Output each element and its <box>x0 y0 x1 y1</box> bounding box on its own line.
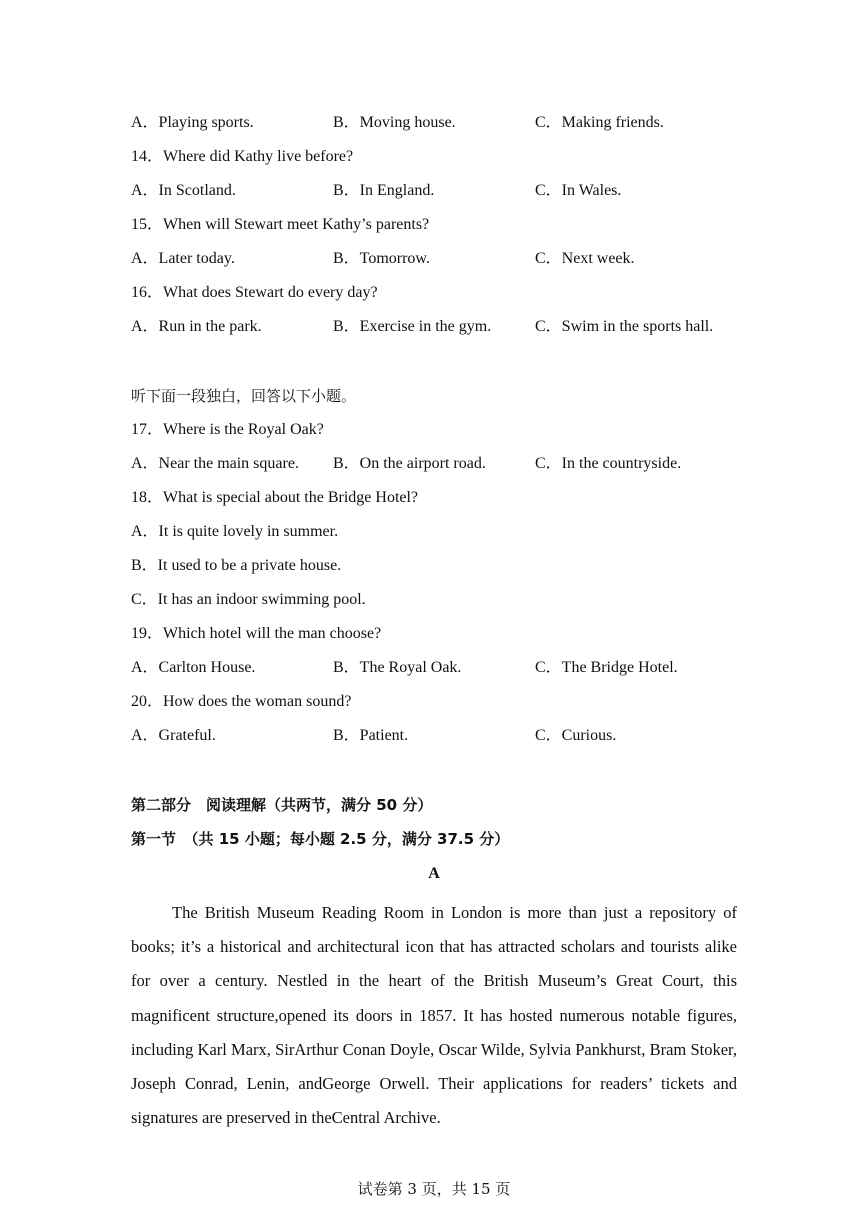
q14-option-c: C．In Wales. <box>535 182 622 199</box>
q20-option-b: B．Patient. <box>333 727 409 744</box>
q14-stem: 14．Where did Kathy live before? <box>131 148 354 165</box>
q20-option-c: C．Curious. <box>535 727 617 744</box>
q20-option-a: A．Grateful. <box>131 727 216 744</box>
q14-option-b: B．In England. <box>333 182 435 199</box>
q18-option-b: B．It used to be a private house. <box>131 557 342 574</box>
q17-stem: 17．Where is the Royal Oak? <box>131 421 324 438</box>
q17-option-b: B．On the airport road. <box>333 455 486 472</box>
q16-option-b: B．Exercise in the gym. <box>333 318 492 335</box>
q16-stem: 16．What does Stewart do every day? <box>131 284 378 301</box>
q14-option-a: A．In Scotland. <box>131 182 236 199</box>
q15-option-c: C．Next week. <box>535 250 635 267</box>
q18-stem: 18．What is special about the Bridge Hotel? <box>131 489 419 506</box>
q19-stem: 19．Which hotel will the man choose? <box>131 625 382 642</box>
passage-body: The British Museum Reading Room in London is more than just a repository of books; it’s a historical and architectural icon that has attracted scholars and tourists alike for over a century. Nestled in the heart of the British Museum’s Great Court, this magnificent structure,opened its doors in 1857. It has hosted numerous notable figures, including Karl Marx, SirArthur Conan Doyle, Oscar Wilde, Sylvia Pankhurst, Bram Stoker, Joseph Conrad, Lenin, andGeorge Orwell. Their applications for readers’ tickets and signatures are preserved in theCentral Archive. <box>131 903 737 1128</box>
q18-option-c: C．It has an indoor swimming pool. <box>131 591 366 608</box>
section1-heading: 第一节 （共 15 小题；每小题 2.5 分，满分 37.5 分） <box>131 830 510 848</box>
q19-option-b: B．The Royal Oak. <box>333 659 462 676</box>
q13-option-c: C．Making friends. <box>535 114 664 131</box>
q20-stem: 20．How does the woman sound? <box>131 693 352 710</box>
q17-option-c: C．In the countryside. <box>535 455 682 472</box>
q15-option-a: A．Later today. <box>131 250 235 267</box>
part2-heading: 第二部分 阅读理解（共两节，满分 50 分） <box>131 796 433 814</box>
q18-option-a: A．It is quite lovely in summer. <box>131 523 339 540</box>
passage-label: A <box>428 865 440 882</box>
monologue-instruction: 听下面一段独白，回答以下小题。 <box>131 387 357 405</box>
page-footer: 试卷第 3 页，共 15 页 <box>357 1180 511 1198</box>
q16-option-a: A．Run in the park. <box>131 318 262 335</box>
q15-stem: 15．When will Stewart meet Kathy’s parents? <box>131 216 430 233</box>
q13-option-a: A．Playing sports. <box>131 114 254 131</box>
q13-option-b: B．Moving house. <box>333 114 456 131</box>
q19-option-a: A．Carlton House. <box>131 659 256 676</box>
q16-option-c: C．Swim in the sports hall. <box>535 318 714 335</box>
q15-option-b: B．Tomorrow. <box>333 250 430 267</box>
q17-option-a: A．Near the main square. <box>131 455 299 472</box>
q19-option-c: C．The Bridge Hotel. <box>535 659 678 676</box>
